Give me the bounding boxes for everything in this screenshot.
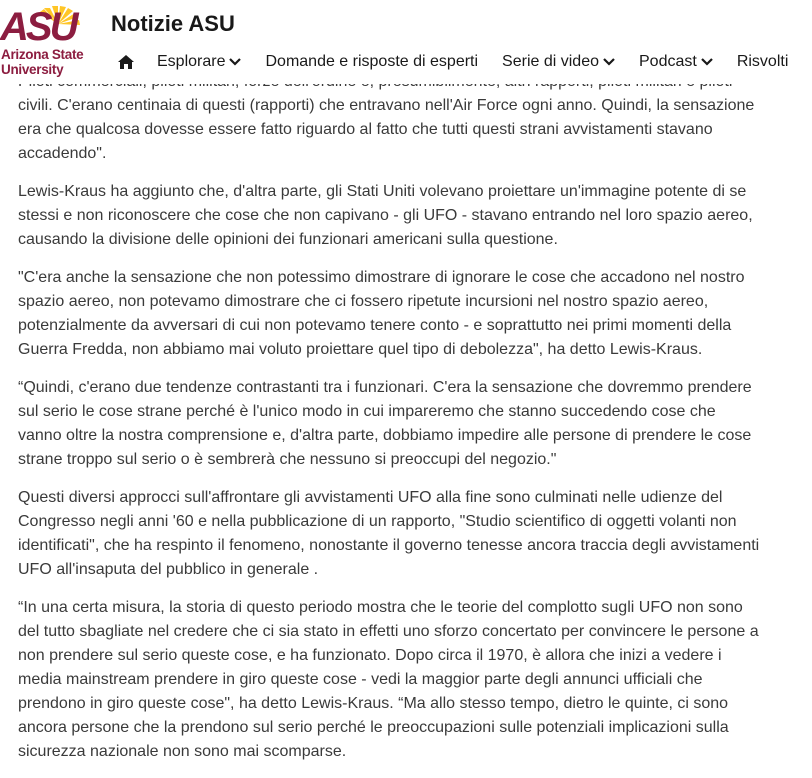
nav-item-label: Serie di video: [502, 53, 599, 70]
article-paragraph: “Quindi, c'erano due tendenze contrastanti tra i funzionari. C'era la sensazione che dovremmo prendere sul serio le cose strane perché è l'unico modo in cui impareremo che stanno succedendo cose che vanno oltre la nostra comprensione e, d'altra parte, dobbiamo impedire alle persone di prendere le cose strane troppo sul serio o è sembrerà che nessuno si preoccupi del negozio.": [18, 379, 752, 468]
logo-line-2: University: [1, 62, 64, 77]
home-icon[interactable]: [117, 53, 135, 71]
chevron-down-icon: [603, 53, 615, 71]
article-paragraph: "C'era anche la sensazione che non potessimo dimostrare di ignorare le cose che accadono nel nostro spazio aereo, non potevamo dimostrare che ci fossero ripetute incursioni nel nostro spazio aereo, potenzialmente da avversari di cui non potevamo tenere conto - e soprattutto nei primi momenti della Guerra Fredda, non abbiamo mai voluto proiettare quel tipo di debolezza", ha detto Lewis-Kraus.: [18, 269, 745, 358]
nav-item-label: Podcast: [639, 53, 697, 70]
chevron-down-icon: [229, 53, 241, 71]
main-nav: [117, 50, 812, 74]
nav-item-esplorare[interactable]: [157, 53, 241, 71]
logo-line-1: Arizona State: [1, 47, 84, 62]
article-paragraph: Questi diversi approcci sull'affrontare gli avvistamenti UFO alla fine sono culminati nelle udienze del Congresso negli anni '60 e nella pubblicazione di un rapporto, "Studio scientifico di oggetti volanti non identificati", che ha respinto il fenomeno, nonostante il governo tenesse ancora traccia degli avvistamenti UFO all'insaputa del pubblico in generale .: [18, 489, 760, 578]
chevron-down-icon: [701, 53, 713, 71]
asu-logo-mark: [0, 4, 96, 49]
nav-item-domande[interactable]: [265, 53, 478, 71]
nav-item-label: Esplorare: [157, 53, 226, 70]
logo-wordmark: [1, 47, 83, 77]
site-header: [0, 0, 789, 84]
nav-item-serie-video[interactable]: [502, 53, 615, 71]
nav-item-risvolti[interactable]: [737, 53, 789, 71]
nav-item-label: Domande e risposte di esperti: [265, 53, 479, 70]
article-paragraph: civili. C'erano centinaia di questi (rapporti) che entravano nell'Air Force ogni anno. Quindi, la sensazione era che qualcosa dovesse essere fatto riguardo al fatto che tutti questi strani avvistamenti stavano accadendo".: [18, 97, 755, 162]
article-paragraph: “In una certa misura, la storia di questo periodo mostra che le teorie del complotto sugli UFO non sono del tutto sbagliate nel credere che ci sia stato in effetti uno sforzo concertato per convincere le persone a non prendere sul serio queste cose, e ha funzionato. Dopo circa il 1970, è allora che inizi a vedere i media mainstream prendere in giro queste cose - vedi la maggior parte degli annunci ufficiali che prendono in giro queste cose", ha detto Lewis-Kraus. “Ma allo stesso tempo, dietro le quinte, ci sono ancora persone che la prendono sul serio perché le preoccupazioni sulle potenziali implicazioni sulla sicurezza nazionale non sono mai scomparse.: [18, 599, 759, 760]
logo-letters: ASU: [0, 5, 76, 49]
site-title[interactable]: Notizie ASU: [111, 11, 235, 36]
article-body: [18, 70, 762, 778]
nav-item-podcast[interactable]: [639, 53, 713, 71]
article-paragraph: Lewis-Kraus ha aggiunto che, d'altra parte, gli Stati Uniti volevano proiettare un'immagine potente di se stessi e non riconoscere che cose che non capivano - gli UFO - stavano entrando nel loro spazio aereo, causando la divisione delle opinioni dei funzionari americani sulla questione.: [18, 183, 753, 248]
nav-item-label: Risvolti: [736, 53, 789, 70]
asu-logo[interactable]: [0, 4, 96, 80]
